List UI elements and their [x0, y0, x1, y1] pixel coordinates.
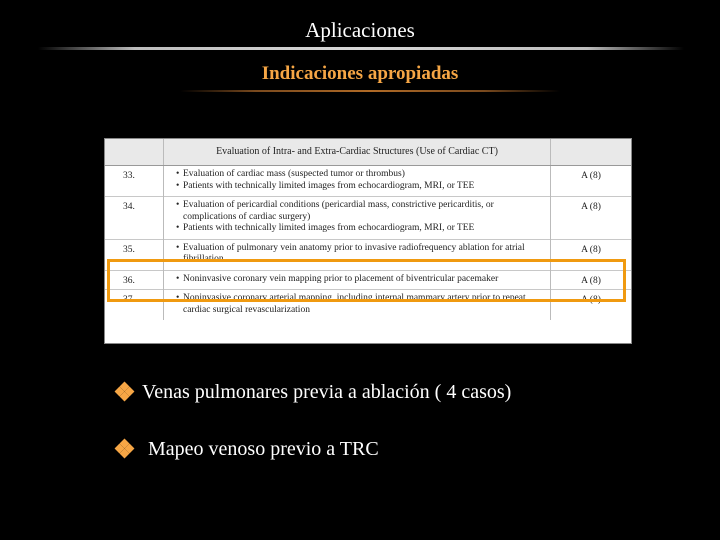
- row-description: [164, 197, 551, 240]
- subtitle-divider: [180, 90, 560, 92]
- row-rating: A (8): [551, 197, 632, 240]
- diamond-bullet-icon: [116, 383, 134, 401]
- bullet-text: Mapeo venoso previo a TRC: [148, 437, 379, 460]
- row-rating: A (8): [551, 270, 632, 290]
- title-divider: [38, 47, 684, 50]
- row-item: • Patients with technically limited images from echocardiogram, MRI, or TEE: [176, 223, 546, 235]
- row-item: • Evaluation of pericardial conditions (pericardial mass, constrictive pericarditis, or complications of cardiac surgery): [176, 200, 546, 223]
- row-rating: A (8): [551, 166, 632, 197]
- row-item: • Evaluation of pulmonary vein anatomy prior to invasive radiofrequency ablation for atrial fibrillation: [176, 243, 546, 266]
- row-item: • Noninvasive coronary vein mapping prior to placement of biventricular pacemaker: [176, 274, 546, 286]
- row-number: 35.: [105, 239, 164, 270]
- table-row: [105, 166, 631, 197]
- bullet-text: Venas pulmonares previa a ablación ( 4 casos): [142, 380, 512, 403]
- slide-title: Aplicaciones: [305, 18, 415, 42]
- row-item: • Noninvasive coronary arterial mapping, including internal mammary artery prior to repeat cardiac surgical revascularization: [176, 293, 546, 316]
- slide-subtitle: Indicaciones apropiadas: [261, 63, 459, 84]
- row-number: 34.: [105, 197, 164, 240]
- indications-table: [104, 138, 632, 344]
- row-number: 33.: [105, 166, 164, 197]
- bullet-item: [116, 435, 511, 463]
- bullet-item: [116, 378, 511, 406]
- table-header: Evaluation of Intra- and Extra-Cardiac Structures (Use of Cardiac CT): [164, 139, 551, 166]
- row-number: 37.: [105, 290, 164, 321]
- bullet-list: [116, 378, 511, 463]
- row-number: 36.: [105, 270, 164, 290]
- row-rating: A (8): [551, 290, 632, 321]
- row-item: • Patients with technically limited images from echocardiogram, MRI, or TEE: [176, 181, 546, 193]
- row-description: [164, 166, 551, 197]
- highlight-box: [107, 259, 626, 302]
- table-row: [105, 197, 631, 240]
- row-rating: A (8): [551, 239, 632, 270]
- diamond-bullet-icon: [116, 440, 134, 458]
- table-header-blank: [105, 139, 164, 166]
- row-item: • Evaluation of cardiac mass (suspected tumor or thrombus): [176, 169, 546, 181]
- table-header-rating: [551, 139, 632, 166]
